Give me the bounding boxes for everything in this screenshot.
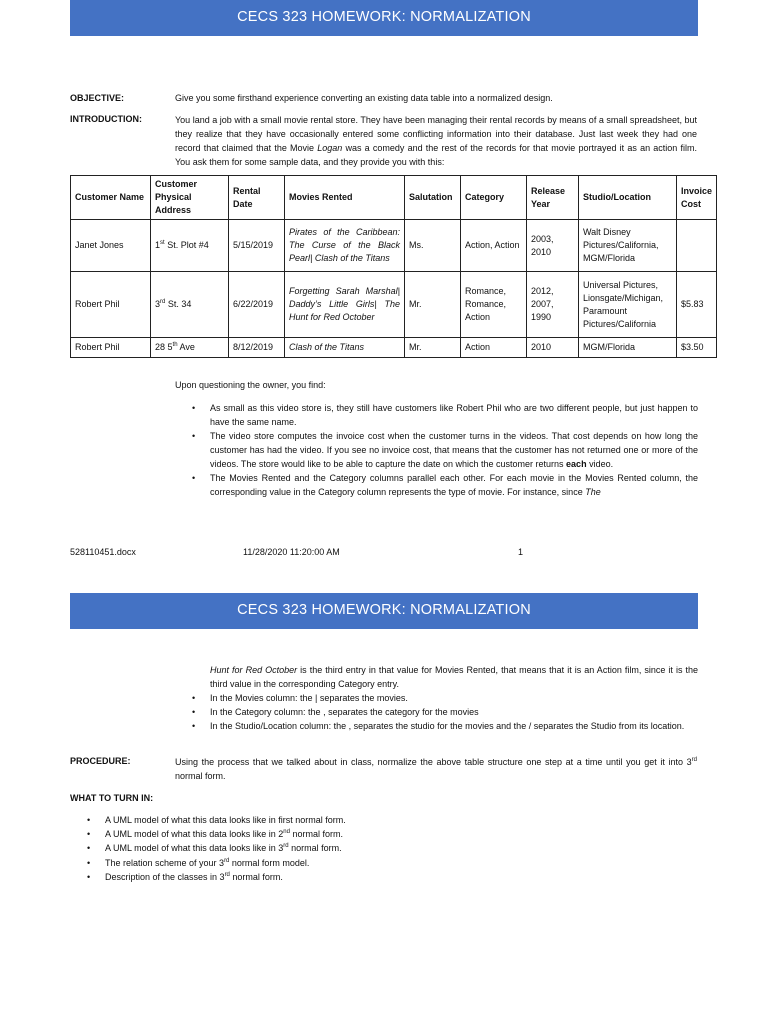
footer-page-number: 1: [518, 547, 524, 557]
cell-studio: Universal Pictures, Lionsgate/Michigan, Paramount Pictures/California: [579, 272, 677, 338]
cell-salutation: Mr.: [405, 272, 461, 338]
document-title: CECS 323 HOMEWORK: NORMALIZATION: [237, 602, 531, 619]
column-header: Movies Rented: [285, 176, 405, 220]
table-header-row: [71, 176, 717, 220]
cell-rental-date: 8/12/2019: [229, 338, 285, 358]
cell-salutation: Mr.: [405, 338, 461, 358]
cell-salutation: Ms.: [405, 220, 461, 272]
cell-address: 3rd St. 34: [151, 272, 229, 338]
objective-text: Give you some firsthand experience converting an existing data table into a normalized design.: [175, 93, 553, 103]
procedure-label: PROCEDURE:: [70, 756, 131, 766]
column-header: Salutation: [405, 176, 461, 220]
procedure-section: [70, 755, 698, 785]
table-row: [71, 272, 717, 338]
column-header: Release Year: [527, 176, 579, 220]
cell-movies: Clash of the Titans: [285, 338, 405, 358]
column-header: Invoice Cost: [677, 176, 717, 220]
cell-movies: Forgetting Sarah Marshal| Daddy’s Little Girls| The Hunt for Red October: [285, 272, 405, 338]
footer-datetime: 11/28/2020 11:20:00 AM: [243, 547, 340, 557]
list-item: • In the Movies column: the | separates the movies.: [175, 691, 698, 705]
introduction-text: You land a job with a small movie rental store. They have been managing their rental records by means of a small spreadsheet, but they realize that they have occasionally entered some conflicting information into their database. Just last week they had one record that claimed that the Movie Logan was a comedy and the rest of the records for that movie portrayed it as an action film. You ask them for some sample data, and they provide you with this:: [175, 115, 697, 167]
list-item: • The Movies Rented and the Category columns parallel each other. For each movie in the Movies Rented column, the corresponding value in the Category column represents the type of movie. For instance, since The: [175, 471, 698, 499]
list-item: • In the Category column: the , separates the category for the movies: [175, 705, 698, 719]
cell-rental-date: 5/15/2019: [229, 220, 285, 272]
list-item: • A UML model of what this data looks like in 2nd normal form.: [70, 827, 630, 841]
page-header-banner: [70, 593, 698, 629]
cell-invoice-cost: $5.83: [677, 272, 717, 338]
turn-in-label: WHAT TO TURN IN:: [70, 793, 154, 803]
list-item: • In the Studio/Location column: the , separates the studio for the movies and the / separates the Studio from its location.: [175, 719, 698, 733]
movie-logan: Logan: [317, 143, 343, 153]
cell-invoice-cost: [677, 220, 717, 272]
column-header: Category: [461, 176, 527, 220]
column-header: Customer Name: [71, 176, 151, 220]
objective-label: OBJECTIVE:: [70, 93, 125, 103]
cell-category: Action, Action: [461, 220, 527, 272]
table-row: [71, 338, 717, 358]
footer-filename: 528110451.docx: [70, 547, 136, 557]
column-header: Customer Physical Address: [151, 176, 229, 220]
cell-release-year: 2003, 2010: [527, 220, 579, 272]
findings-list: [175, 401, 698, 499]
list-item: • Description of the classes in 3rd normal form.: [70, 870, 630, 884]
cell-rental-date: 6/22/2019: [229, 272, 285, 338]
cell-invoice-cost: $3.50: [677, 338, 717, 358]
list-item: • A UML model of what this data looks like in first normal form.: [70, 813, 630, 827]
column-header: Studio/Location: [579, 176, 677, 220]
objective-section: [70, 92, 698, 106]
table-row: [71, 220, 717, 272]
introduction-section: [70, 113, 698, 173]
cell-release-year: 2012, 2007, 1990: [527, 272, 579, 338]
cell-address: 28 5th Ave: [151, 338, 229, 358]
separator-list: [175, 691, 698, 733]
questioning-intro: Upon questioning the owner, you find:: [175, 380, 326, 390]
list-item: • The video store computes the invoice cost when the customer turns in the videos. That cost depends on how long the customer has had the video. If you see no invoice cost, that means that the customer has not returned one or more of the videos. The store would like to be able to capture the date on which the customer returns each video.: [175, 429, 698, 471]
cell-movies: Pirates of the Caribbean: The Curse of the Black Pearl| Clash of the Titans: [285, 220, 405, 272]
cell-customer-name: Janet Jones: [71, 220, 151, 272]
cell-studio: Walt Disney Pictures/California, MGM/Florida: [579, 220, 677, 272]
column-header: Rental Date: [229, 176, 285, 220]
cell-release-year: 2010: [527, 338, 579, 358]
introduction-label: INTRODUCTION:: [70, 114, 142, 124]
document-title: CECS 323 HOMEWORK: NORMALIZATION: [237, 9, 531, 26]
cell-customer-name: Robert Phil: [71, 338, 151, 358]
cell-customer-name: Robert Phil: [71, 272, 151, 338]
cell-category: Action: [461, 338, 527, 358]
cell-address: 1st St. Plot #4: [151, 220, 229, 272]
cell-category: Romance, Romance, Action: [461, 272, 527, 338]
turn-in-list: [70, 813, 630, 884]
page-header-banner: [70, 0, 698, 36]
list-item: • A UML model of what this data looks like in 3rd normal form.: [70, 841, 630, 855]
list-item: • As small as this video store is, they still have customers like Robert Phil who are two different people, but just happen to have the same name.: [175, 401, 698, 429]
list-item: • The relation scheme of your 3rd normal form model.: [70, 856, 630, 870]
cell-studio: MGM/Florida: [579, 338, 677, 358]
rental-data-table: [70, 175, 717, 358]
continued-paragraph: Hunt for Red October is the third entry in that value for Movies Rented, that means that it is an Action film, since it is the third value in the corresponding Category entry.: [210, 665, 698, 689]
procedure-text: Using the process that we talked about in class, normalize the above table structure one step at a time until you get it into 3rd normal form.: [175, 757, 697, 781]
